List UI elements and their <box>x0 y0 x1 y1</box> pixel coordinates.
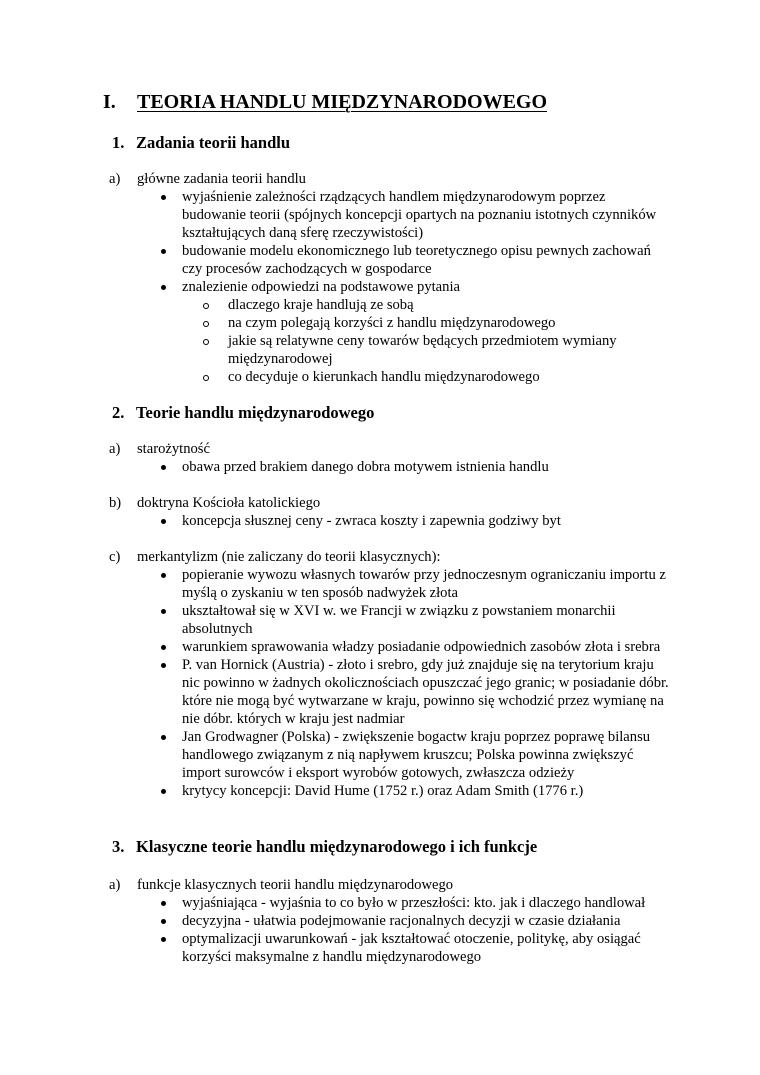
circle-bullet-icon <box>203 375 209 381</box>
bullet-list <box>0 894 760 966</box>
section-title: 3. Klasyczne teorie handlu międzynarodowego i ich funkcje <box>112 837 538 856</box>
sub-list <box>182 296 672 386</box>
main-title <box>103 89 547 115</box>
bullet-icon <box>161 919 166 924</box>
bullet-icon <box>161 789 166 794</box>
list-item: decyzyjna - ułatwia podejmowanie racjonalnych decyzji w czasie działania <box>0 912 672 930</box>
section-title: 2. Teorie handlu międzynarodowego <box>112 403 375 422</box>
list-item: znalezienie odpowiedzi na podstawowe pytania dlaczego kraje handlują ze sobą na czym polegają korzyści z handlu międzynarodowego jakie są relatywne ceny towarów będących przedmiotem wymiany międzynarodowej co decyduje o kierunkach handlu międzynarodowego <box>0 278 672 386</box>
bullet-list <box>0 188 760 386</box>
bullet-icon <box>161 609 166 614</box>
bullet-icon <box>161 735 166 740</box>
bullet-icon <box>161 249 166 254</box>
sub-list-item: co decyduje o kierunkach handlu międzynarodowego <box>228 368 668 386</box>
bullet-icon <box>161 937 166 942</box>
list-item: wyjaśnienie zależności rządzących handlem międzynarodowym poprzez budowanie teorii (spójnych koncepcji opartych na poznaniu istotnych czynników kształtujących daną sferę rzeczywistości) <box>0 188 672 242</box>
bullet-list <box>0 458 760 476</box>
bullet-icon <box>161 663 166 668</box>
main-title-text: TEORIA HANDLU MIĘDZYNARODOWEGO <box>137 91 548 113</box>
bullet-list <box>0 566 760 800</box>
sub-list-item: na czym polegają korzyści z handlu międzynarodowego <box>228 314 668 332</box>
circle-bullet-icon <box>203 303 209 309</box>
bullet-icon <box>161 901 166 906</box>
bullet-icon <box>161 519 166 524</box>
list-item: budowanie modelu ekonomicznego lub teoretycznego opisu pewnych zachowań czy procesów zachodzących w gospodarce <box>0 242 672 278</box>
list-item: wyjaśniająca - wyjaśnia to co było w przeszłości: kto. jak i dlaczego handlował <box>0 894 672 912</box>
bullet-list <box>0 512 760 530</box>
bullet-icon <box>161 195 166 200</box>
bullet-icon <box>161 285 166 290</box>
list-item: koncepcja słusznej ceny - zwraca koszty i zapewnia godziwy byt <box>0 512 672 530</box>
list-item: ukształtował się w XVI w. we Francji w związku z powstaniem monarchii absolutnych <box>0 602 672 638</box>
list-item: P. van Hornick (Austria) - złoto i srebro, gdy już znajduje się na terytorium kraju nic powinno w żadnych okolicznościach opuszczać jego granic; w posiadanie dóbr. które nie mogą być wytwarzane w kraju, powinno się wchodzić przez wymianę na nie dóbr. których w kraju jest nadmiar <box>0 656 672 728</box>
sub-list-item: dlaczego kraje handlują ze sobą <box>228 296 668 314</box>
list-item: obawa przed brakiem danego dobra motywem istnienia handlu <box>0 458 672 476</box>
list-item: optymalizacji uwarunkowań - jak kształtować otoczenie, politykę, aby osiągać korzyści maksymalne z handlu międzynarodowego <box>0 930 672 966</box>
main-title-number: I. <box>103 91 116 113</box>
list-item: popieranie wywozu własnych towarów przy jednoczesnym ograniczaniu importu z myślą o zyskaniu w ten sposób nadwyżek złota <box>0 566 672 602</box>
sub-list-item: jakie są relatywne ceny towarów będących przedmiotem wymiany międzynarodowej <box>228 332 668 368</box>
list-item: warunkiem sprawowania władzy posiadanie odpowiednich zasobów złota i srebra <box>0 638 672 656</box>
section-title: 1. Zadania teorii handlu <box>112 133 291 152</box>
bullet-icon <box>161 645 166 650</box>
list-item: Jan Grodwagner (Polska) - zwiększenie bogactw kraju poprzez poprawę bilansu handlowego związanym z nią napływem kruszcu; Polska powinna zwiększyć import surowców i eksport wyrobów gotowych, zwłaszcza odzieży <box>0 728 672 782</box>
list-item: krytycy koncepcji: David Hume (1752 r.) oraz Adam Smith (1776 r.) <box>0 782 672 800</box>
circle-bullet-icon <box>203 321 209 327</box>
circle-bullet-icon <box>203 339 209 345</box>
bullet-icon <box>161 465 166 470</box>
bullet-icon <box>161 573 166 578</box>
document-page: I. TEORIA HANDLU MIĘDZYNARODOWEGO 1. Zadania teorii handlu a) główne zadania teorii handlu wyjaśnienie zależności rządzących handlem międzynarodowym poprzez budowanie teorii (spójnych koncepcji opartych na poznaniu istotnych czynników kształtujących daną sferę rzeczywistości) budowanie modelu ekonomicznego lub teoretycznego opisu pewnych zachowań czy procesów zachodzących w gospodarce znalezienie odpowiedzi na podstawowe pytania dlaczego kraje handlują ze sobą na czym polegają korzyści z handlu międzynarodowego jakie są relatywne ceny towarów będących przedmiotem wymiany międzynarodowej co decyduje o kierunkach handlu międzynarodowego 2. Teorie handlu międzynarodowego a) starożytność obawa przed brakiem danego dobra motywem istnienia handlu b) doktryna Kościoła katolickiego koncepcja słusznej ceny - zwraca koszty i zapewnia godziwy byt c) merkantylizm (nie zaliczany do teorii klasycznych): popieranie wywozu własnych towarów przy jednoczesnym ograniczaniu importu z myślą o zyskaniu w ten sposób nadwyżek złota ukształtował się w XVI w. we Francji w związku z powstaniem monarchii absolutnych warunkiem sprawowania władzy posiadanie odpowiednich zasobów złota i srebra P. van Hornick (Austria) - złoto i srebro, gdy już znajduje się na terytorium kraju nic powinno w żadnych okolicznościach opuszczać jego granic; w posiadanie dóbr. które nie mogą być wytwarzane w kraju, powinno się wchodzić przez wymianę na nie dóbr. których w kraju jest nadmiar Jan Grodwagner (Polska) - zwiększenie bogactw kraju poprzez poprawę bilansu handlowego związanym z nią napływem kruszcu; Polska powinna zwiększyć import surowców i eksport wyrobów gotowych, zwłaszcza odzieży krytycy koncepcji: David Hume (1752 r.) oraz Adam Smith (1776 r.) 3. Klasyczne teorie handlu międzynarodowego i ich funkcje a) funkcje klasycznych teorii handlu międzynarodowego wyjaśniająca - wyjaśnia to co było w przeszłości: kto. jak i dlaczego handlował decyzyjna - ułatwia podejmowanie racjonalnych decyzji w czasie działania optymalizacji uwarunkowań - jak kształtować otoczenie, politykę, aby osiągać korzyści maksymalne z handlu międzynarodowego <box>0 0 760 1075</box>
